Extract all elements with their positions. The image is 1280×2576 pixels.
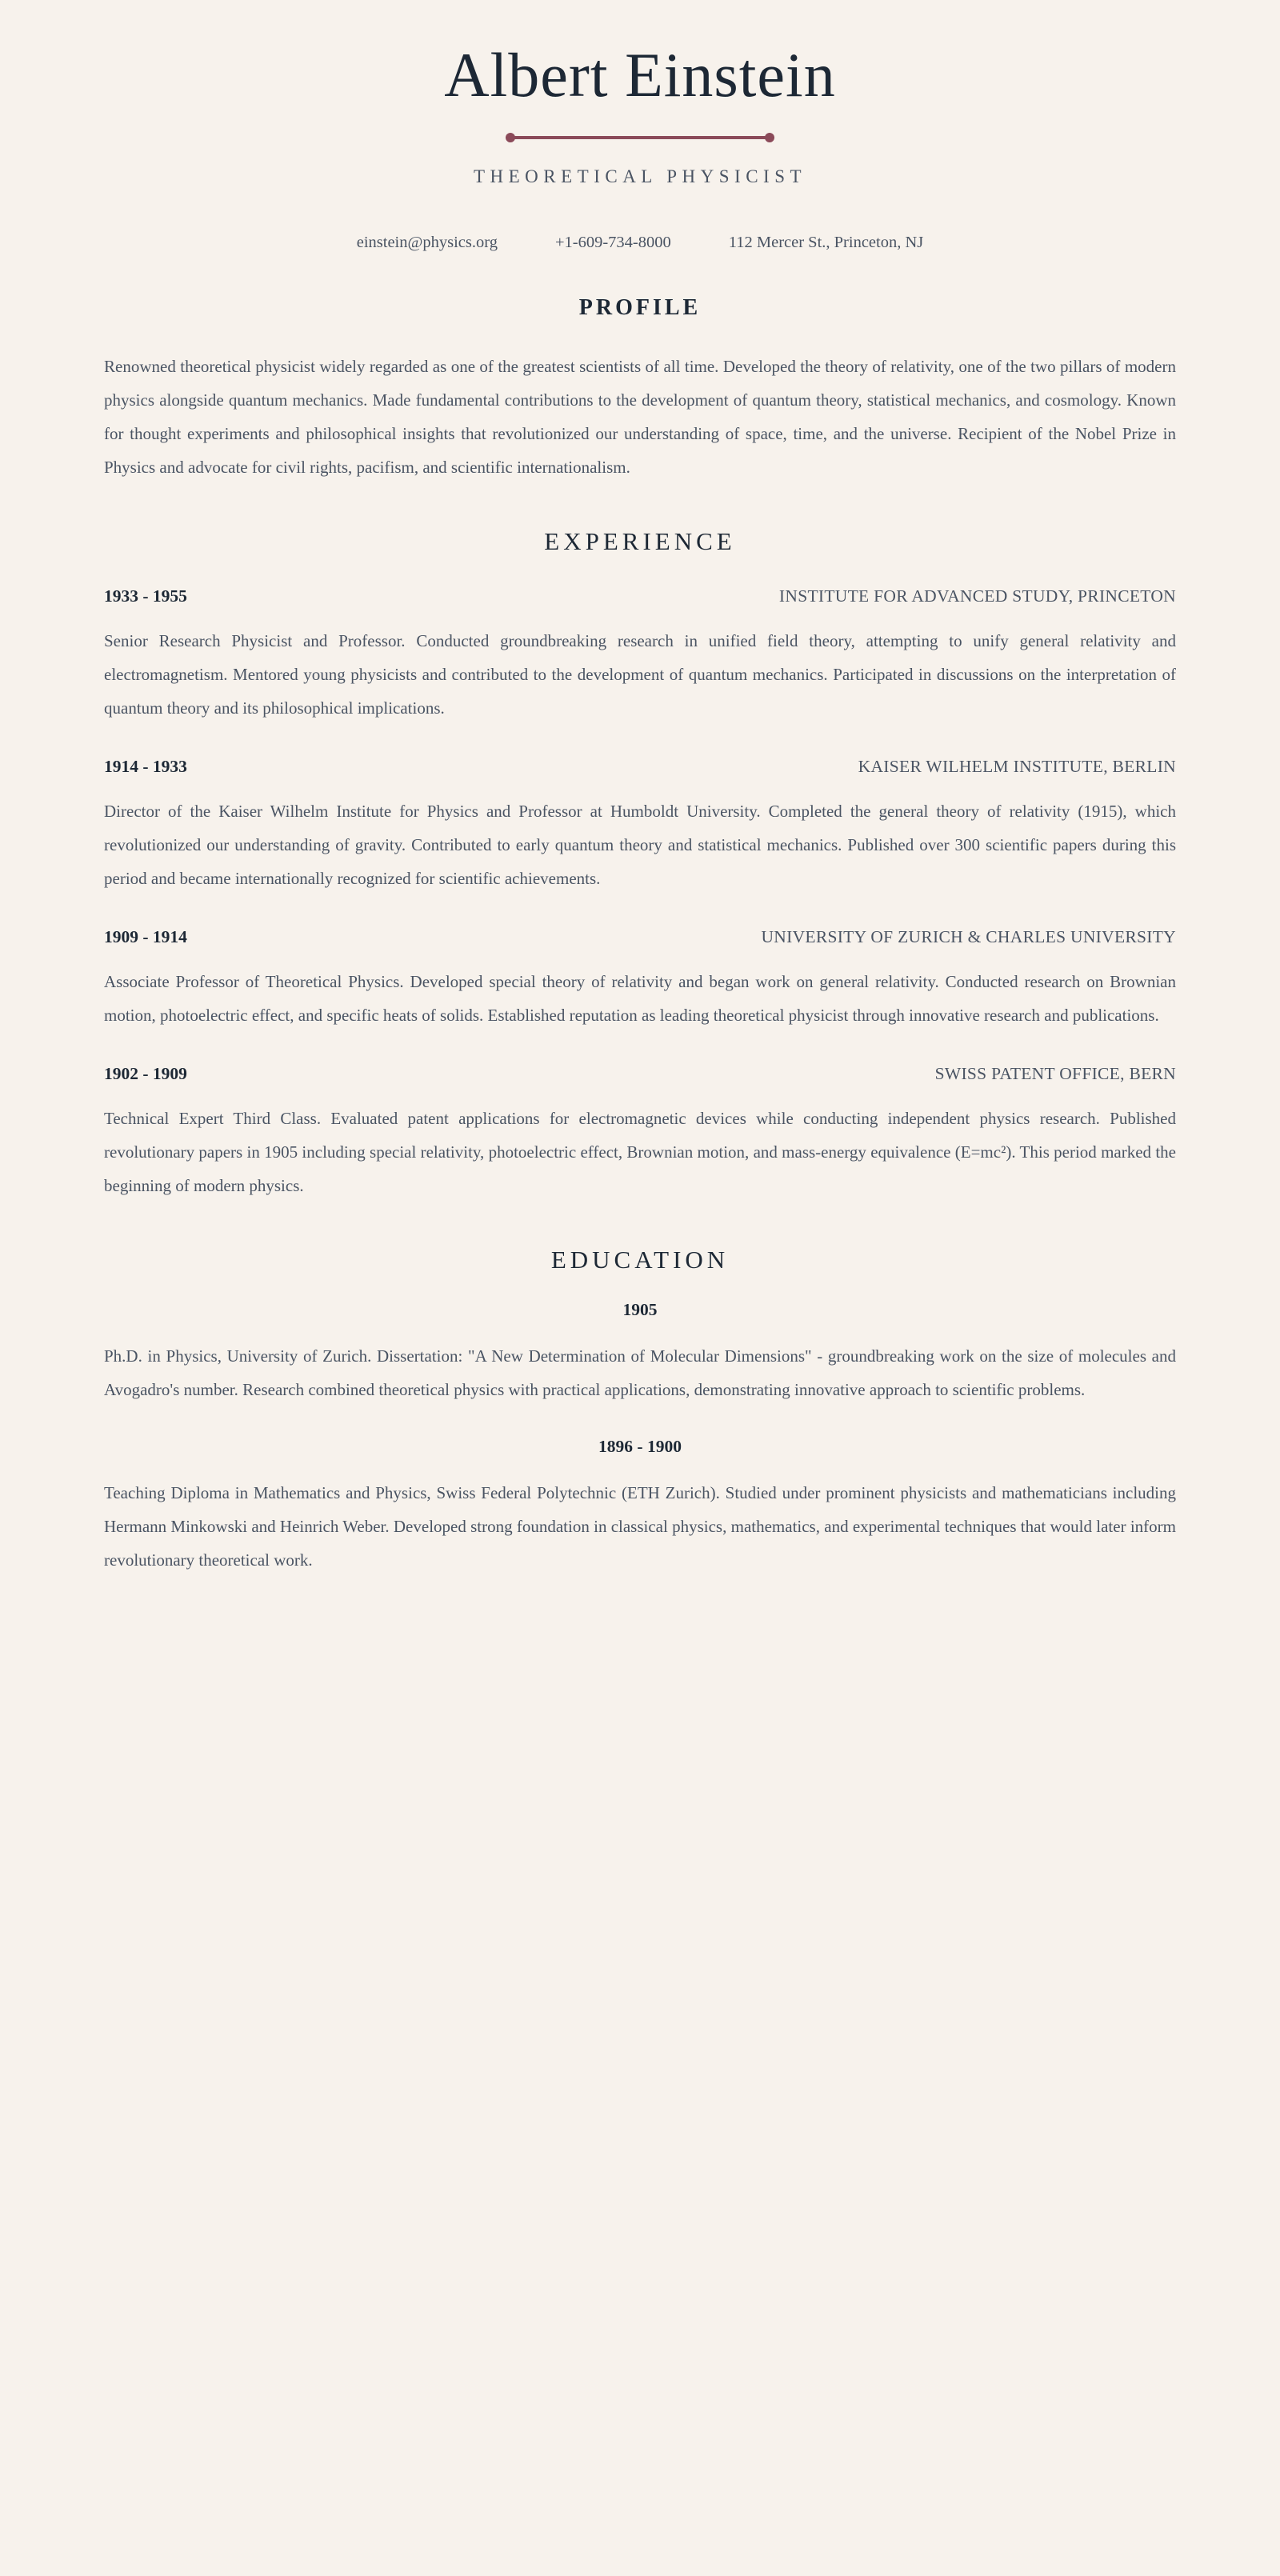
experience-item — [104, 927, 1176, 1032]
education-description: Ph.D. in Physics, University of Zurich. Dissertation: "A New Determination of Molecular Dimensions" - groundbreaking work on the size of molecules and Avogadro's number. Research combined theoretical physics with practical applications, demonstrating innovative approach to scientific problems. — [104, 1346, 1176, 1400]
education-year: 1896 - 1900 — [598, 1437, 682, 1457]
section-title-experience: EXPERIENCE — [544, 527, 736, 556]
experience-dates: 1914 - 1933 — [104, 757, 187, 777]
resume-header — [0, 0, 1280, 252]
section-title-profile: PROFILE — [578, 295, 702, 321]
contact-email[interactable]: einstein@physics.org — [356, 234, 498, 252]
experience-description: Senior Research Physicist and Professor. Conducted groundbreaking research in unified field theory, attempting to unify general relativity and electromagnetism. Mentored young physicists and contributed to the development of quantum mechanics. Participated in discussions on the interpretation of quantum theory and its philosophical implications. — [104, 631, 1176, 718]
experience-item — [104, 1064, 1176, 1202]
experience-description: Associate Professor of Theoretical Physics. Developed special theory of relativity and began work on general relativity. Conducted research on Brownian motion, photoelectric effect, and specific heats of solids. Established reputation as leading theoretical physicist through innovative research and publications. — [104, 972, 1176, 1026]
education-list — [104, 1300, 1176, 1577]
education-year: 1905 — [622, 1300, 658, 1320]
header-divider-ornament — [506, 130, 774, 145]
experience-organization: SWISS PATENT OFFICE, BERN — [934, 1064, 1176, 1084]
education-item — [104, 1300, 1176, 1406]
education-item — [104, 1437, 1176, 1577]
experience-description: Technical Expert Third Class. Evaluated patent applications for electromagnetic devices while conducting independent physics research. Published revolutionary papers in 1905 including special relativity, photoelectric effect, Brownian motion, and mass-energy equivalence (E=mc²). This period marked the beginning of modern physics. — [104, 1109, 1176, 1196]
experience-organization: INSTITUTE FOR ADVANCED STUDY, PRINCETON — [778, 586, 1176, 606]
section-title-education: EDUCATION — [550, 1246, 730, 1274]
experience-item — [104, 586, 1176, 725]
experience-dates: 1902 - 1909 — [104, 1064, 187, 1084]
section-experience — [0, 527, 1280, 1202]
experience-item-header — [104, 586, 1176, 606]
experience-organization: UNIVERSITY OF ZURICH & CHARLES UNIVERSITY — [761, 927, 1176, 947]
experience-dates: 1933 - 1955 — [104, 586, 187, 606]
contact-info-bar — [0, 234, 1280, 252]
divider-bar — [513, 136, 767, 139]
candidate-job-title: THEORETICAL PHYSICIST — [473, 166, 807, 187]
section-education — [0, 1246, 1280, 1577]
experience-item-header — [104, 927, 1176, 947]
experience-item-header — [104, 1064, 1176, 1084]
experience-list — [104, 586, 1176, 1202]
experience-item — [104, 757, 1176, 895]
experience-organization: KAISER WILHELM INSTITUTE, BERLIN — [858, 757, 1176, 777]
experience-item-header — [104, 757, 1176, 777]
divider-dot-right-icon — [765, 133, 774, 142]
experience-description: Director of the Kaiser Wilhelm Institute for Physics and Professor at Humboldt University. Completed the general theory of relativity (1915), which revolutionized our understanding of gravity. Contributed to early quantum theory and statistical mechanics. Published over 300 scientific papers during this period and became internationally recognized for scientific achievements. — [104, 802, 1176, 889]
profile-text: Renowned theoretical physicist widely regarded as one of the greatest scientists of all time. Developed the theory of relativity, one of the two pillars of modern physics alongside quantum mechanics. Made fundamental contributions to the development of quantum theory, statistical mechanics, and cosmology. Known for thought experiments and philosophical insights that revolutionized our understanding of space, time, and the universe. Recipient of the Nobel Prize in Physics and advocate for civil rights, pacifism, and scientific internationalism. — [104, 357, 1176, 478]
experience-dates: 1909 - 1914 — [104, 927, 187, 947]
section-profile — [0, 295, 1280, 484]
candidate-name: Albert Einstein — [444, 40, 836, 110]
education-description: Teaching Diploma in Mathematics and Physics, Swiss Federal Polytechnic (ETH Zurich). Studied under prominent physicists and mathematicians including Hermann Minkowski and Heinrich Weber. Developed strong foundation in classical physics, mathematics, and experimental techniques that would later inform revolutionary theoretical work. — [104, 1483, 1176, 1570]
contact-address: 112 Mercer St., Princeton, NJ — [728, 234, 924, 252]
contact-phone[interactable]: +1-609-734-8000 — [554, 234, 671, 252]
